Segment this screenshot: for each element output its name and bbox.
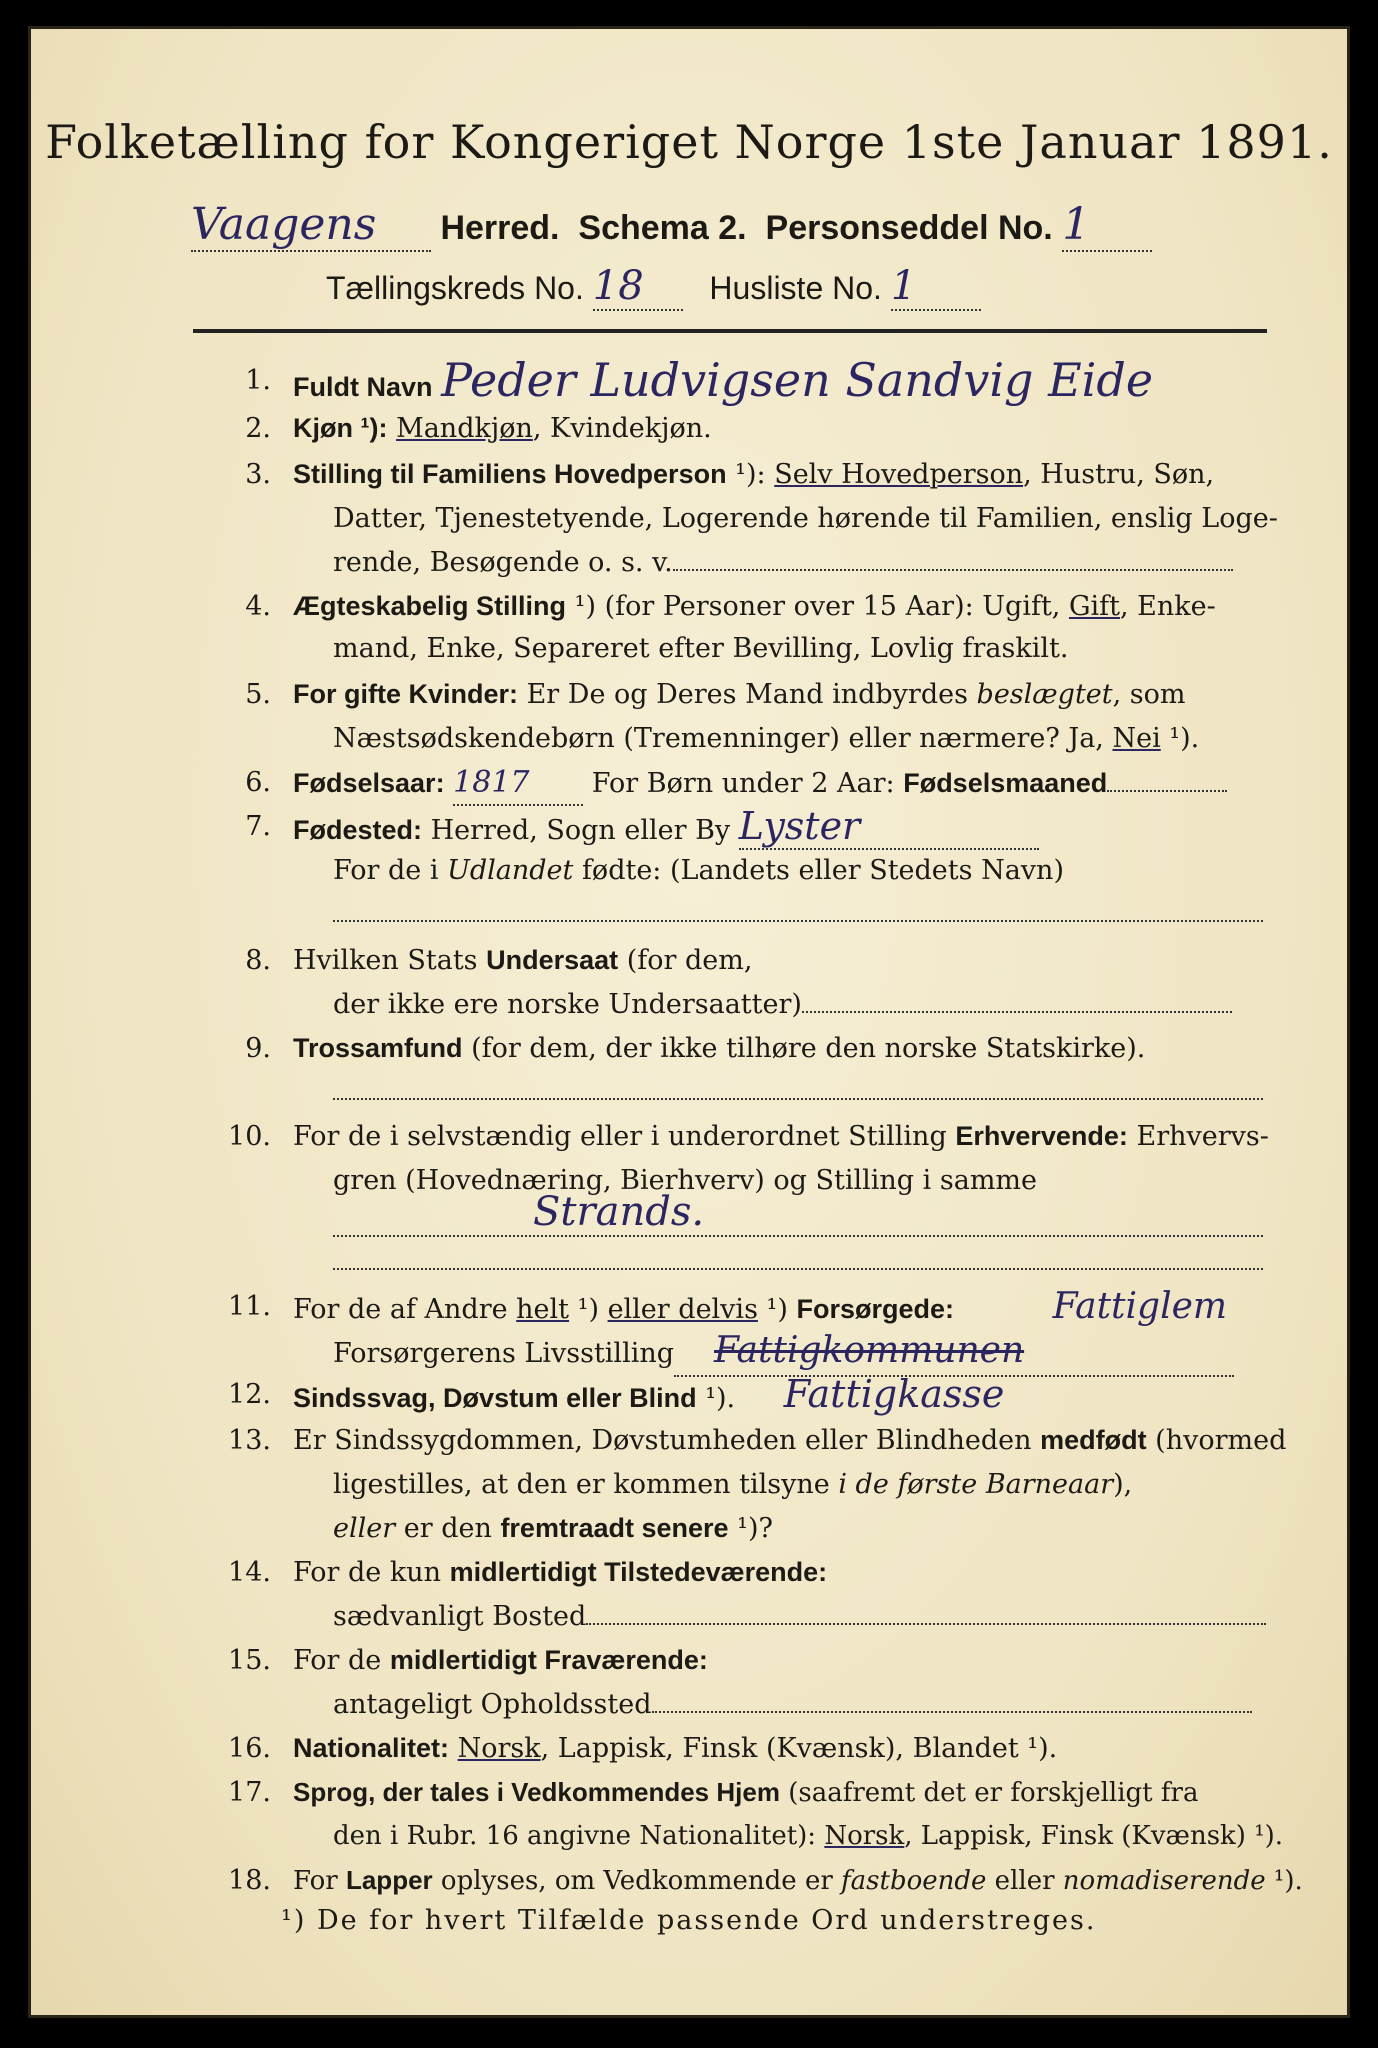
item-number: 3.: [245, 459, 271, 490]
item-text: For Børn under 2 Aar:: [583, 768, 904, 799]
item-12-value: Fattigkasse: [783, 1372, 1005, 1416]
item-number: 10.: [228, 1121, 271, 1152]
item-label: Trossamfund: [293, 1033, 463, 1063]
item-label: Stilling til Familiens Hovedperson: [293, 459, 727, 489]
item-text: ¹):: [726, 459, 775, 490]
item-text: Datter, Tjenestetyende, Logerende hørende til Familien, enslig Loge-: [333, 503, 1278, 534]
underlined-choice: Gift: [1068, 591, 1121, 622]
item-label: Sindssvag, Døvstum eller Blind: [293, 1383, 697, 1413]
item-text: Er De og Deres Mand indbyrdes: [518, 679, 977, 710]
item-text: For de kun: [293, 1557, 450, 1588]
item-text: ¹)?: [728, 1513, 773, 1544]
item-text: , Hustru, Søn,: [1023, 459, 1215, 490]
blank-line: [333, 1267, 1263, 1270]
provider-occupation-value: Fattigkommunen: [714, 1330, 1025, 1371]
item-text: er den: [395, 1513, 501, 1544]
schema-label: Schema 2.: [578, 209, 747, 247]
item-text: For de af Andre: [293, 1294, 517, 1325]
item-number: 13.: [228, 1425, 271, 1456]
item-text: , som: [1112, 679, 1186, 710]
header-line-kreds: [326, 263, 981, 311]
item-text: antageligt Opholdssted: [333, 1689, 652, 1720]
item-text: den i Rubr. 16 angivne Nationalitet):: [333, 1821, 825, 1851]
item-number: 6.: [245, 767, 271, 798]
husliste-label: Husliste No.: [709, 270, 882, 306]
item-text: ¹) (for Personer over 15 Aar): Ugift,: [566, 591, 1069, 622]
item-label: Undersaat: [486, 945, 619, 975]
item-text: , Lappisk, Finsk (Kvænsk) ¹).: [904, 1821, 1284, 1851]
item-label: medfødt: [1040, 1425, 1147, 1455]
item-text: nomadiserende: [1062, 1866, 1266, 1896]
item-text: Forsørgerens Livsstilling: [333, 1338, 675, 1369]
item-text: Erhvervs-: [1127, 1121, 1269, 1152]
item-label: Erhvervende:: [955, 1121, 1128, 1151]
item-number: 1.: [245, 365, 271, 396]
item-text: For de: [293, 1645, 390, 1676]
header-divider: [193, 329, 1267, 333]
full-name-value: Peder Ludvigsen Sandvig Eide: [441, 353, 1154, 407]
item-label: Ægteskabelig Stilling: [293, 591, 567, 621]
item-text: (hvormed: [1146, 1425, 1287, 1456]
item-text: eller: [986, 1866, 1063, 1896]
item-text: (for dem,: [618, 945, 753, 976]
item-text: sædvanligt Bosted: [333, 1601, 587, 1632]
item-text: For de i: [333, 855, 448, 886]
birth-year-value: 1817: [453, 761, 583, 806]
item-text: rende, Besøgende o. s. v.: [333, 547, 673, 578]
item-number: 16.: [228, 1733, 271, 1764]
personseddel-number: 1: [1062, 199, 1152, 252]
item-text: beslægtet: [976, 679, 1113, 710]
item-number: 14.: [228, 1557, 271, 1588]
underlined-choice: eller delvis: [607, 1294, 758, 1325]
item-label: fremtraadt senere: [500, 1513, 729, 1543]
item-text: i de første Barneaar: [838, 1469, 1114, 1500]
underlined-choice: Nei: [1112, 723, 1161, 754]
underlined-choice: Selv Hovedperson: [774, 459, 1024, 490]
item-label: Kjøn ¹):: [293, 413, 388, 443]
item-label: For gifte Kvinder:: [293, 679, 519, 709]
item-text: mand, Enke, Separeret efter Bevilling, Lovlig fraskilt.: [333, 633, 1069, 664]
census-form: [28, 26, 1350, 2018]
blank-line: [1107, 790, 1227, 792]
item-label: Fuldt Navn: [293, 372, 433, 402]
item-text: ¹): [757, 1294, 797, 1325]
item-text: Herred, Sogn eller By: [422, 815, 739, 846]
herred-name: Vaagens: [191, 199, 431, 252]
item-text: fødte: (Landets eller Stedets Navn): [573, 855, 1064, 886]
kreds-label: Tællingskreds No.: [326, 270, 584, 306]
provided-status-value: Fattiglem: [1052, 1286, 1228, 1327]
item-label: midlertidigt Fraværende:: [389, 1645, 708, 1675]
underlined-choice: Norsk: [457, 1733, 541, 1764]
item-text: , Enke-: [1120, 591, 1216, 622]
item-text: Udlandet: [447, 855, 574, 886]
occupation-value: Strands.: [533, 1189, 705, 1235]
footnote: ¹) De for hvert Tilfælde passende Ord understreges.: [281, 1905, 1097, 1936]
item-text: fastboende: [841, 1866, 987, 1896]
item-number: 7.: [245, 811, 271, 842]
item-text: der ikke ere norske Undersaatter): [333, 989, 802, 1020]
item-number: 15.: [228, 1645, 271, 1676]
blank-line: [586, 1623, 1266, 1625]
form-title: Folketælling for Kongeriget Norge 1ste Januar 1891.: [45, 115, 1333, 169]
item-text: eller: [333, 1513, 396, 1544]
item-text: Er Sindssygdommen, Døvstumheden eller Blindheden: [293, 1425, 1041, 1456]
underlined-choice: helt: [516, 1294, 570, 1325]
item-text: (for dem, der ikke tilhøre den norske Statskirke).: [462, 1033, 1146, 1064]
underlined-choice: Norsk: [824, 1821, 905, 1851]
item-text: , Kvindekjøn.: [532, 413, 712, 444]
item-text: , Lappisk, Finsk (Kvænsk), Blandet ¹).: [540, 1733, 1058, 1764]
item-number: 2.: [245, 413, 271, 444]
item-label: Nationalitet:: [293, 1733, 450, 1763]
item-label: Sprog, der tales i Vedkommendes Hjem: [293, 1777, 780, 1807]
item-text: ¹).: [1160, 723, 1200, 754]
item-text: (saafremt det er forskjelligt fra: [779, 1778, 1199, 1808]
item-text: ligestilles, at den er kommen tilsyne: [333, 1469, 839, 1500]
item-label: Fødselsmaaned: [903, 768, 1108, 798]
item-label: Forsørgede:: [796, 1294, 954, 1324]
item-text: ¹).: [696, 1383, 736, 1414]
item-label: Fødselsaar:: [293, 768, 445, 798]
item-number: 4.: [245, 591, 271, 622]
item-number: 8.: [245, 945, 271, 976]
blank-line: [333, 919, 1263, 922]
personseddel-label: Personseddel No.: [765, 209, 1053, 247]
husliste-number: 1: [891, 263, 981, 311]
item-number: 12.: [228, 1379, 271, 1410]
item-text: oplyses, om Vedkommende er: [432, 1866, 842, 1896]
item-number: 9.: [245, 1033, 271, 1064]
blank-line: [802, 1011, 1232, 1013]
item-number: 11.: [228, 1291, 271, 1322]
blank-line: [333, 1097, 1263, 1100]
item-text: ¹).: [1265, 1866, 1303, 1896]
item-text: For de i selvstændig eller i underordnet Stilling: [293, 1121, 956, 1152]
header-line-herred: [191, 199, 1152, 252]
item-text: ),: [1113, 1469, 1133, 1500]
item-label: midlertidigt Tilstedeværende:: [449, 1557, 828, 1587]
item-text: Næstsødskendebørn (Tremenninger) eller nærmere? Ja,: [333, 723, 1113, 754]
item-label: Lapper: [345, 1865, 433, 1895]
blank-line: [652, 1711, 1252, 1713]
item-number: 5.: [245, 679, 271, 710]
kreds-number: 18: [593, 263, 683, 311]
item-label: Fødested:: [293, 815, 423, 845]
item-number: 17.: [228, 1777, 271, 1808]
item-text: Hvilken Stats: [293, 945, 487, 976]
blank-line: [673, 569, 1233, 571]
item-text: For: [293, 1866, 346, 1896]
item-number: 18.: [228, 1865, 271, 1896]
herred-label: Herred.: [440, 209, 560, 247]
birthplace-value: Lyster: [739, 805, 1039, 850]
item-text: gren (Hovednæring, Bierhverv) og Stilling i samme: [333, 1165, 1038, 1196]
underlined-choice: Mandkjøn: [396, 413, 533, 444]
item-text: ¹): [569, 1294, 608, 1325]
